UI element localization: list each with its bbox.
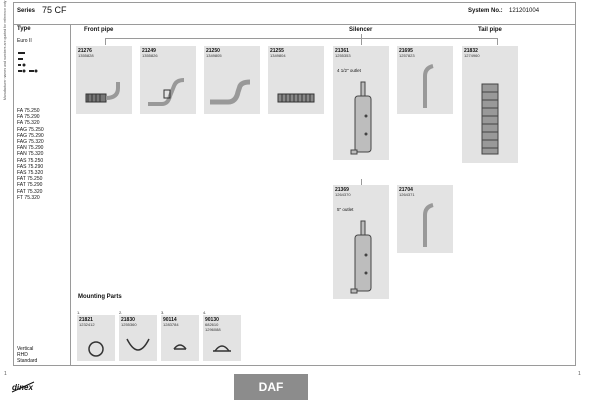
part-number: 21255 [270,48,284,54]
mounting-card-21830 [119,315,157,361]
part-card-21250 [204,46,260,114]
oem-reference: 1355828 [78,53,94,58]
part-card-21361 [333,46,389,160]
part-number: 21249 [142,48,156,54]
model-item: FT 75.320 [17,194,40,201]
series-label: Series [17,8,36,14]
part-number: 21695 [399,48,413,54]
reference-disclaimer: Manufacturer names and numbers are quoted for reference only [3,0,7,100]
system-value: 121201004 [509,8,540,14]
section-silencer: Silencer [349,27,373,33]
part-card-21704 [397,185,453,253]
type-footer-line: Vertical [17,346,34,352]
part-card-21276 [76,46,132,114]
system-label: System No.: [468,8,503,14]
page-number-left: 1 [4,371,7,377]
tail-flex-icon [462,46,518,163]
model-item: FAS 75.320 [17,170,44,176]
model-item: FAT 75.290 [17,182,43,189]
oem-reference: 1255353 [335,53,351,58]
oem-reference: 1349804 [270,53,286,58]
model-item: FA 75.250 [17,108,40,114]
silencer-icon [333,46,389,160]
outlet-note-top: 4 1/2" outlet [337,68,361,73]
part-number: 21276 [78,48,92,54]
mounting-index: 3. [161,310,165,315]
part-number: 21369 [335,187,349,193]
part-number: 21704 [399,187,413,193]
oem-reference: 1355826 [142,53,158,58]
brand-label: DAF [234,374,308,400]
oem-reference: 682610 1296088 [205,322,221,332]
mounting-index: 1. [77,310,81,315]
oem-reference: 1283784 [163,322,179,327]
section-front-pipe: Front pipe [84,27,114,33]
model-item: FAS 75.250 [17,157,44,164]
part-number: 21832 [464,48,478,54]
engine-spec-icons [17,50,47,76]
model-item: FAG 75.250 [17,126,44,133]
connector-silencer [361,34,362,45]
part-number: 90130 [205,317,219,323]
model-item: FAN 75.320 [17,151,44,158]
mounting-card-90114 [161,315,199,361]
series-value: 75 CF [42,5,67,15]
oem-reference: 1257823 [399,53,415,58]
model-item: FAS 75.290 [17,163,44,170]
silencer-icon [333,185,389,299]
part-number: 21250 [206,48,220,54]
page-number-right: 1 [578,371,581,377]
type-title: Type [17,26,31,32]
mounting-index: 2. [119,310,123,315]
outlet-note-bottom: 5" outlet [337,207,354,212]
oem-reference: 1274960 [464,53,480,58]
model-item: FA 75.290 [17,114,40,121]
model-item: FAG 75.320 [17,139,44,145]
part-number: 90114 [163,317,177,323]
model-item: FAT 75.320 [17,188,43,195]
svg-text:dinex: dinex [12,383,33,392]
type-column-divider [70,24,71,366]
part-card-21695 [397,46,453,114]
connector-front [105,38,106,45]
part-card-21832 [462,46,518,163]
model-item: FAN 75.290 [17,145,44,152]
part-number: 21361 [335,48,349,54]
section-mounting: Mounting Parts [78,294,122,300]
part-card-21255 [268,46,324,114]
part-number: 21821 [79,317,93,323]
connector-bar [105,38,497,39]
euro-standard: Euro II [17,38,32,44]
dinex-logo [10,380,36,394]
oem-reference: 1264371 [399,192,415,197]
section-tail-pipe: Tail pipe [478,27,502,33]
oem-reference: 1349805 [206,53,222,58]
header-divider [13,24,576,25]
mounting-index: 4. [203,310,207,315]
type-footer-line: RHD [17,352,28,359]
connector-tail [497,38,498,45]
part-card-21249 [140,46,196,114]
mounting-card-21821 [77,315,115,361]
model-item: FA 75.320 [17,120,40,127]
part-card-21369 [333,185,389,299]
mounting-card-90130 [203,315,241,361]
model-item: FAT 75.250 [17,176,43,183]
model-item: FAG 75.290 [17,132,44,139]
part-number: 21830 [121,317,135,323]
oem-reference: 1232412 [79,322,95,327]
oem-reference: 1255360 [121,322,137,327]
oem-reference: 1264370 [335,192,351,197]
type-footer-line: Standard [17,358,38,365]
